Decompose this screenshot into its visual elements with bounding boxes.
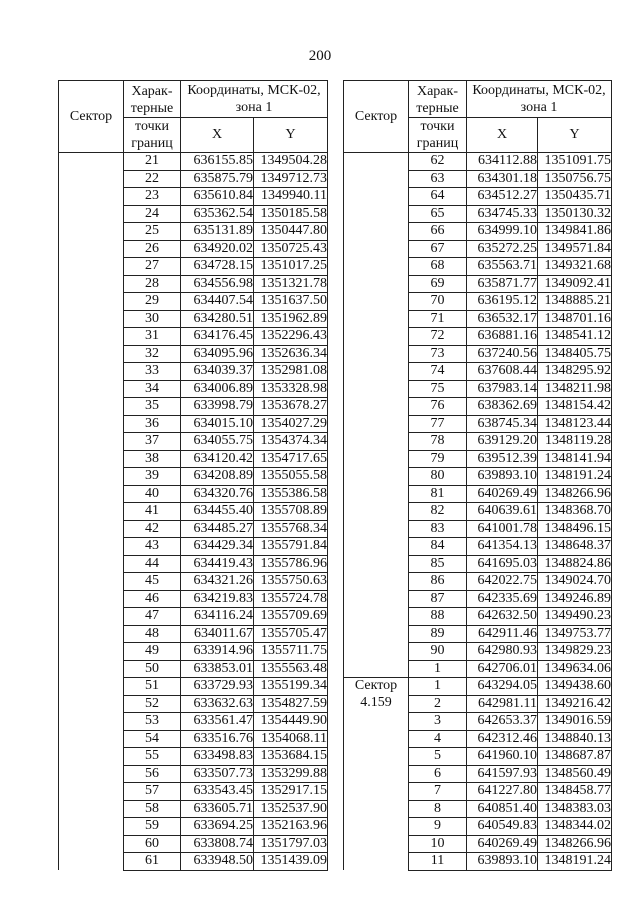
- point-number: 58: [124, 800, 181, 818]
- point-number: 21: [124, 153, 181, 171]
- point-number: 48: [124, 625, 181, 643]
- coordinate-x: 634011.67: [181, 625, 254, 643]
- coordinate-y: 1349829.23: [538, 643, 612, 661]
- coordinate-y: 1348211.98: [538, 380, 612, 398]
- point-number: 76: [409, 398, 467, 416]
- point-number: 66: [409, 223, 467, 241]
- point-number: 32: [124, 345, 181, 363]
- coordinate-y: 1349753.77: [538, 625, 612, 643]
- header-y: Y: [254, 118, 328, 153]
- point-number: 2: [409, 695, 467, 713]
- point-number: 87: [409, 590, 467, 608]
- point-number: 7: [409, 783, 467, 801]
- coordinate-x: 634920.02: [181, 240, 254, 258]
- point-number: 49: [124, 643, 181, 661]
- point-number: 60: [124, 835, 181, 853]
- coordinate-y: 1350130.32: [538, 205, 612, 223]
- coordinate-y: 1348541.12: [538, 328, 612, 346]
- coordinate-x: 635362.54: [181, 205, 254, 223]
- coordinate-y: 1355055.58: [254, 468, 328, 486]
- coordinate-x: 634015.10: [181, 415, 254, 433]
- coordinate-x: 634321.26: [181, 573, 254, 591]
- coordinate-x: 633694.25: [181, 818, 254, 836]
- point-number: 46: [124, 590, 181, 608]
- coordinate-x: 634728.15: [181, 258, 254, 276]
- point-number: 68: [409, 258, 467, 276]
- coordinate-y: 1348266.96: [538, 835, 612, 853]
- coordinate-x: 638362.69: [467, 398, 538, 416]
- point-number: 73: [409, 345, 467, 363]
- point-number: 69: [409, 275, 467, 293]
- coordinate-y: 1349246.89: [538, 590, 612, 608]
- point-number: 90: [409, 643, 467, 661]
- coordinate-y: 1352537.90: [254, 800, 328, 818]
- coordinate-y: 1352917.15: [254, 783, 328, 801]
- point-number: 44: [124, 555, 181, 573]
- coordinate-x: 633632.63: [181, 695, 254, 713]
- point-number: 63: [409, 170, 467, 188]
- coordinate-y: 1348344.02: [538, 818, 612, 836]
- coordinate-x: 633808.74: [181, 835, 254, 853]
- coordinate-x: 633998.79: [181, 398, 254, 416]
- coordinate-y: 1348840.13: [538, 730, 612, 748]
- point-number: 71: [409, 310, 467, 328]
- point-number: 39: [124, 468, 181, 486]
- coordinate-y: 1349504.28: [254, 153, 328, 171]
- point-number: 55: [124, 748, 181, 766]
- point-number: 1: [409, 678, 467, 696]
- coordinate-y: 1354717.65: [254, 450, 328, 468]
- coordinate-x: 634120.42: [181, 450, 254, 468]
- coordinate-x: 634112.88: [467, 153, 538, 171]
- coordinate-x: 633561.47: [181, 713, 254, 731]
- point-number: 80: [409, 468, 467, 486]
- point-number: 57: [124, 783, 181, 801]
- coordinate-y: 1348687.87: [538, 748, 612, 766]
- point-number: 25: [124, 223, 181, 241]
- point-number: 64: [409, 188, 467, 206]
- coordinate-x: 639512.39: [467, 450, 538, 468]
- coordinate-y: 1348191.24: [538, 853, 612, 871]
- point-number: 59: [124, 818, 181, 836]
- point-number: 51: [124, 678, 181, 696]
- point-number: 41: [124, 503, 181, 521]
- coordinate-y: 1351797.03: [254, 835, 328, 853]
- coordinate-y: 1355711.75: [254, 643, 328, 661]
- point-number: 83: [409, 520, 467, 538]
- coordinate-y: 1355199.34: [254, 678, 328, 696]
- coordinate-x: 633914.96: [181, 643, 254, 661]
- point-number: 61: [124, 853, 181, 871]
- coordinate-y: 1353299.88: [254, 765, 328, 783]
- coordinate-x: 641960.10: [467, 748, 538, 766]
- coordinate-y: 1348154.42: [538, 398, 612, 416]
- coordinate-x: 634280.51: [181, 310, 254, 328]
- coordinate-y: 1351962.89: [254, 310, 328, 328]
- coordinate-y: 1350447.80: [254, 223, 328, 241]
- coordinate-y: 1349321.68: [538, 258, 612, 276]
- point-number: 86: [409, 573, 467, 591]
- coordinate-y: 1348141.94: [538, 450, 612, 468]
- coordinate-x: 641597.93: [467, 765, 538, 783]
- coordinate-y: 1348123.44: [538, 415, 612, 433]
- point-number: 6: [409, 765, 467, 783]
- header-x: X: [181, 118, 254, 153]
- table-row: [344, 678, 612, 696]
- coordinate-x: 634407.54: [181, 293, 254, 311]
- point-number: 67: [409, 240, 467, 258]
- coordinate-x: 634176.45: [181, 328, 254, 346]
- point-number: 33: [124, 363, 181, 381]
- coordinate-y: 1355724.78: [254, 590, 328, 608]
- coordinate-y: 1352296.43: [254, 328, 328, 346]
- coordinate-y: 1355791.84: [254, 538, 328, 556]
- point-number: 62: [409, 153, 467, 171]
- coordinate-x: 634999.10: [467, 223, 538, 241]
- coordinates-table-left: [58, 80, 328, 871]
- coordinate-y: 1348383.03: [538, 800, 612, 818]
- coordinate-y: 1355786.96: [254, 555, 328, 573]
- point-number: 82: [409, 503, 467, 521]
- coordinate-x: 634455.40: [181, 503, 254, 521]
- table-row: [344, 153, 612, 171]
- coordinate-y: 1349438.60: [538, 678, 612, 696]
- point-number: 53: [124, 713, 181, 731]
- coordinate-x: 636881.16: [467, 328, 538, 346]
- coordinate-y: 1355768.34: [254, 520, 328, 538]
- point-number: 30: [124, 310, 181, 328]
- coordinate-x: 634006.89: [181, 380, 254, 398]
- coordinate-y: 1354374.34: [254, 433, 328, 451]
- coordinate-y: 1355709.69: [254, 608, 328, 626]
- coordinate-x: 635563.71: [467, 258, 538, 276]
- point-number: 22: [124, 170, 181, 188]
- sector-label: [344, 678, 409, 871]
- coordinate-y: 1352636.34: [254, 345, 328, 363]
- point-number: 85: [409, 555, 467, 573]
- point-number: 88: [409, 608, 467, 626]
- coordinate-y: 1348648.37: [538, 538, 612, 556]
- coordinate-x: 636155.85: [181, 153, 254, 171]
- coordinate-x: 634301.18: [467, 170, 538, 188]
- coordinate-x: 634429.34: [181, 538, 254, 556]
- coordinate-x: 637983.14: [467, 380, 538, 398]
- coordinate-y: 1349092.41: [538, 275, 612, 293]
- coordinate-y: 1348266.96: [538, 485, 612, 503]
- coordinate-y: 1353328.98: [254, 380, 328, 398]
- coordinate-y: 1350756.75: [538, 170, 612, 188]
- coordinate-x: 633516.76: [181, 730, 254, 748]
- header-coordinates: Координаты, МСК-02, зона 1: [467, 81, 612, 118]
- sector-cell: [344, 153, 409, 678]
- header-characteristic-points: Харак-терные: [124, 81, 181, 118]
- point-number: 27: [124, 258, 181, 276]
- coordinate-x: 640269.49: [467, 835, 538, 853]
- header-sector: Сектор: [344, 81, 409, 153]
- coordinate-y: 1355563.48: [254, 660, 328, 678]
- coordinate-x: 633543.45: [181, 783, 254, 801]
- point-number: 28: [124, 275, 181, 293]
- coordinate-x: 642653.37: [467, 713, 538, 731]
- coordinate-y: 1351091.75: [538, 153, 612, 171]
- coordinate-x: 642980.93: [467, 643, 538, 661]
- coordinate-x: 634039.37: [181, 363, 254, 381]
- point-number: 52: [124, 695, 181, 713]
- point-number: 36: [124, 415, 181, 433]
- point-number: 4: [409, 730, 467, 748]
- coordinate-y: 1353684.15: [254, 748, 328, 766]
- point-number: 77: [409, 415, 467, 433]
- point-number: 34: [124, 380, 181, 398]
- coordinate-y: 1349712.73: [254, 170, 328, 188]
- point-number: 65: [409, 205, 467, 223]
- point-number: 8: [409, 800, 467, 818]
- coordinate-x: 637240.56: [467, 345, 538, 363]
- page-number: 200: [308, 48, 332, 64]
- coordinate-x: 642911.46: [467, 625, 538, 643]
- coordinate-y: 1355386.58: [254, 485, 328, 503]
- point-number: 43: [124, 538, 181, 556]
- point-number: 3: [409, 713, 467, 731]
- coordinate-x: 639129.20: [467, 433, 538, 451]
- coordinate-x: 633853.01: [181, 660, 254, 678]
- coordinate-x: 635272.25: [467, 240, 538, 258]
- coordinate-x: 634219.83: [181, 590, 254, 608]
- point-number: 81: [409, 485, 467, 503]
- point-number: 26: [124, 240, 181, 258]
- coordinate-x: 633498.83: [181, 748, 254, 766]
- coordinate-y: 1349024.70: [538, 573, 612, 591]
- coordinate-y: 1351321.78: [254, 275, 328, 293]
- header-boundary-points: точки границ: [409, 118, 467, 153]
- point-number: 50: [124, 660, 181, 678]
- header-boundary-points: точки границ: [124, 118, 181, 153]
- coordinate-x: 633605.71: [181, 800, 254, 818]
- coordinate-y: 1348885.21: [538, 293, 612, 311]
- coordinate-x: 642706.01: [467, 660, 538, 678]
- point-number: 79: [409, 450, 467, 468]
- coordinate-x: 634095.96: [181, 345, 254, 363]
- coordinate-x: 635610.84: [181, 188, 254, 206]
- point-number: 9: [409, 818, 467, 836]
- coordinate-x: 634485.27: [181, 520, 254, 538]
- point-number: 5: [409, 748, 467, 766]
- coordinate-y: 1349490.23: [538, 608, 612, 626]
- coordinate-x: 634512.27: [467, 188, 538, 206]
- coordinate-x: 637608.44: [467, 363, 538, 381]
- coordinate-y: 1349841.86: [538, 223, 612, 241]
- coordinate-x: 635875.79: [181, 170, 254, 188]
- left-table-body: [59, 153, 328, 871]
- coordinate-y: 1353678.27: [254, 398, 328, 416]
- coordinate-x: 633729.93: [181, 678, 254, 696]
- coordinate-x: 642632.50: [467, 608, 538, 626]
- coordinate-y: 1348701.16: [538, 310, 612, 328]
- coordinate-y: 1354449.90: [254, 713, 328, 731]
- coordinate-x: 634745.33: [467, 205, 538, 223]
- point-number: 23: [124, 188, 181, 206]
- point-number: 78: [409, 433, 467, 451]
- coordinate-x: 634116.24: [181, 608, 254, 626]
- point-number: 40: [124, 485, 181, 503]
- point-number: 38: [124, 450, 181, 468]
- right-table-body: [344, 153, 612, 871]
- point-number: 84: [409, 538, 467, 556]
- coordinate-y: 1355750.63: [254, 573, 328, 591]
- coordinate-x: 642335.69: [467, 590, 538, 608]
- coordinate-x: 634556.98: [181, 275, 254, 293]
- coordinate-x: 633507.73: [181, 765, 254, 783]
- coordinate-y: 1348191.24: [538, 468, 612, 486]
- coordinate-x: 640639.61: [467, 503, 538, 521]
- coordinate-y: 1351439.09: [254, 853, 328, 871]
- coordinate-x: 643294.05: [467, 678, 538, 696]
- coordinate-y: 1349571.84: [538, 240, 612, 258]
- coordinate-x: 640269.49: [467, 485, 538, 503]
- coordinate-y: 1355705.47: [254, 625, 328, 643]
- coordinate-x: 636532.17: [467, 310, 538, 328]
- coordinate-x: 634055.75: [181, 433, 254, 451]
- coordinate-x: 638745.34: [467, 415, 538, 433]
- coordinate-x: 642022.75: [467, 573, 538, 591]
- coordinate-y: 1348560.49: [538, 765, 612, 783]
- header-x: X: [467, 118, 538, 153]
- coordinate-y: 1348119.28: [538, 433, 612, 451]
- header-characteristic-points: Харак-терные: [409, 81, 467, 118]
- coordinate-y: 1348824.86: [538, 555, 612, 573]
- point-number: 1: [409, 660, 467, 678]
- point-number: 29: [124, 293, 181, 311]
- point-number: 75: [409, 380, 467, 398]
- coordinate-x: 634419.43: [181, 555, 254, 573]
- coordinate-x: 634208.89: [181, 468, 254, 486]
- coordinate-x: 642981.11: [467, 695, 538, 713]
- point-number: 47: [124, 608, 181, 626]
- coordinate-y: 1348295.92: [538, 363, 612, 381]
- point-number: 54: [124, 730, 181, 748]
- coordinate-y: 1354027.29: [254, 415, 328, 433]
- point-number: 10: [409, 835, 467, 853]
- point-number: 35: [124, 398, 181, 416]
- coordinate-y: 1348496.15: [538, 520, 612, 538]
- coordinate-y: 1351017.25: [254, 258, 328, 276]
- coordinate-x: 640851.40: [467, 800, 538, 818]
- coordinate-x: 641695.03: [467, 555, 538, 573]
- coordinate-y: 1348458.77: [538, 783, 612, 801]
- table-row: [59, 153, 328, 171]
- coordinate-y: 1348405.75: [538, 345, 612, 363]
- coordinate-y: 1350725.43: [254, 240, 328, 258]
- coordinate-y: 1349016.59: [538, 713, 612, 731]
- coordinates-table-right: [343, 80, 612, 871]
- point-number: 72: [409, 328, 467, 346]
- coordinate-y: 1348368.70: [538, 503, 612, 521]
- coordinate-y: 1351637.50: [254, 293, 328, 311]
- sector-label-line1: Сектор: [354, 678, 398, 693]
- coordinate-x: 635871.77: [467, 275, 538, 293]
- coordinate-x: 635131.89: [181, 223, 254, 241]
- coordinate-y: 1352163.96: [254, 818, 328, 836]
- header-y: Y: [538, 118, 612, 153]
- coordinate-x: 634320.76: [181, 485, 254, 503]
- point-number: 89: [409, 625, 467, 643]
- coordinate-x: 642312.46: [467, 730, 538, 748]
- coordinate-x: 639893.10: [467, 853, 538, 871]
- point-number: 31: [124, 328, 181, 346]
- point-number: 74: [409, 363, 467, 381]
- point-number: 42: [124, 520, 181, 538]
- point-number: 24: [124, 205, 181, 223]
- coordinate-x: 639893.10: [467, 468, 538, 486]
- coordinate-x: 640549.83: [467, 818, 538, 836]
- coordinate-y: 1349216.42: [538, 695, 612, 713]
- point-number: 11: [409, 853, 467, 871]
- coordinate-y: 1352981.08: [254, 363, 328, 381]
- coordinate-x: 641354.13: [467, 538, 538, 556]
- coordinate-y: 1349940.11: [254, 188, 328, 206]
- coordinate-y: 1350185.58: [254, 205, 328, 223]
- sector-label-line2: 4.159: [360, 694, 392, 710]
- coordinate-x: 633948.50: [181, 853, 254, 871]
- sector-cell: [59, 153, 124, 871]
- header-coordinates: Координаты, МСК-02, зона 1: [181, 81, 328, 118]
- point-number: 45: [124, 573, 181, 591]
- coordinate-y: 1354068.11: [254, 730, 328, 748]
- point-number: 37: [124, 433, 181, 451]
- coordinate-y: 1355708.89: [254, 503, 328, 521]
- coordinate-x: 641227.80: [467, 783, 538, 801]
- point-number: 56: [124, 765, 181, 783]
- coordinate-x: 636195.12: [467, 293, 538, 311]
- coordinate-y: 1350435.71: [538, 188, 612, 206]
- coordinate-y: 1349634.06: [538, 660, 612, 678]
- coordinate-x: 641001.78: [467, 520, 538, 538]
- header-sector: Сектор: [59, 81, 124, 153]
- coordinate-y: 1354827.59: [254, 695, 328, 713]
- point-number: 70: [409, 293, 467, 311]
